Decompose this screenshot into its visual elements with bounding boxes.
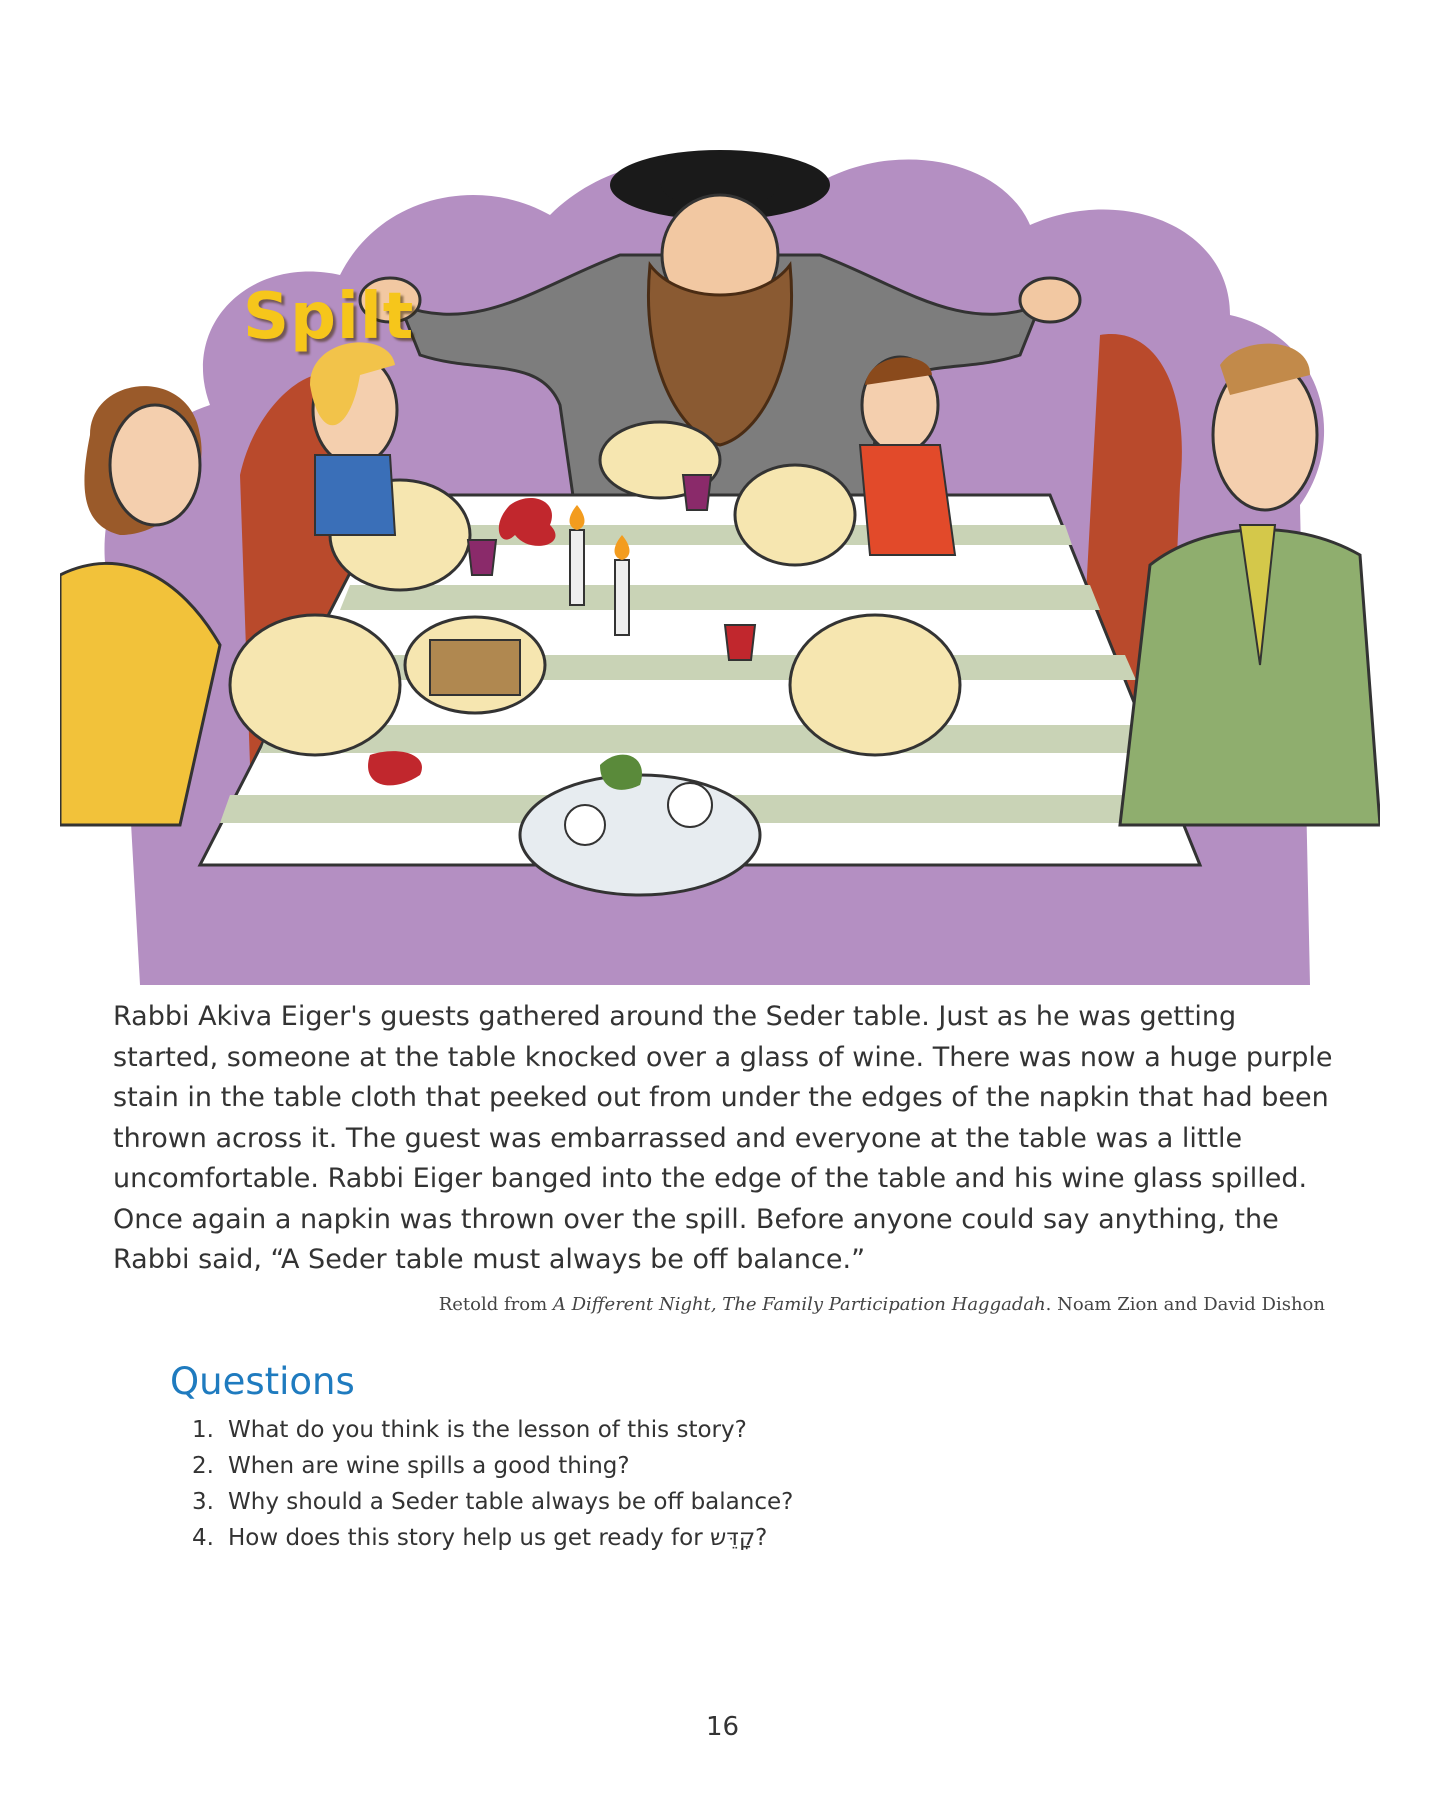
seder-plate [520, 775, 760, 895]
credit-book-title: A Different Night, The Family Participation Haggadah [552, 1294, 1046, 1315]
seder-table-illustration [60, 105, 1380, 985]
question-text: Why should a Seder table always be off balance? [228, 1489, 794, 1515]
matzah [430, 640, 520, 695]
question-number: 2. [192, 1453, 214, 1479]
candle-right [615, 560, 629, 635]
question-item [192, 1412, 793, 1448]
question-item [192, 1520, 793, 1556]
question-number: 1. [192, 1417, 214, 1443]
question-item [192, 1448, 793, 1484]
questions-heading: Questions [170, 1360, 355, 1403]
credit-prefix: Retold from [438, 1294, 553, 1315]
page-number: 16 [705, 1712, 740, 1742]
rabbi-right-hand [1020, 278, 1080, 322]
story-text: Rabbi Akiva Eiger's guests gathered around the Seder table. Just as he was getting started, someone at the table knocked over a glass of wine. There was now a huge purple stain in the table cloth that peeked out from under the edges of the napkin that had been thrown across it. The guest was embarrassed and everyone at the table was a little uncomfortable. Rabbi Eiger banged into the edge of the table and his wine glass spilled. Once again a napkin was thrown over the spill. Before anyone could say anything, the Rabbi said, “A Seder table must always be off balance.” [113, 1001, 1333, 1275]
question-number: 4. [192, 1525, 214, 1551]
candle-left [570, 530, 584, 605]
question-item [192, 1484, 793, 1520]
questions-list [192, 1412, 793, 1556]
source-credit [439, 1294, 1325, 1315]
credit-suffix: . Noam Zion and David Dishon [1045, 1294, 1325, 1315]
question-text: When are wine spills a good thing? [228, 1453, 630, 1479]
girl [310, 342, 397, 535]
story-title: Spilt [243, 280, 415, 354]
question-text: What do you think is the lesson of this story? [228, 1417, 747, 1443]
question-number: 3. [192, 1489, 214, 1515]
question-text: How does this story help us get ready for קָדֵּש? [228, 1525, 768, 1551]
